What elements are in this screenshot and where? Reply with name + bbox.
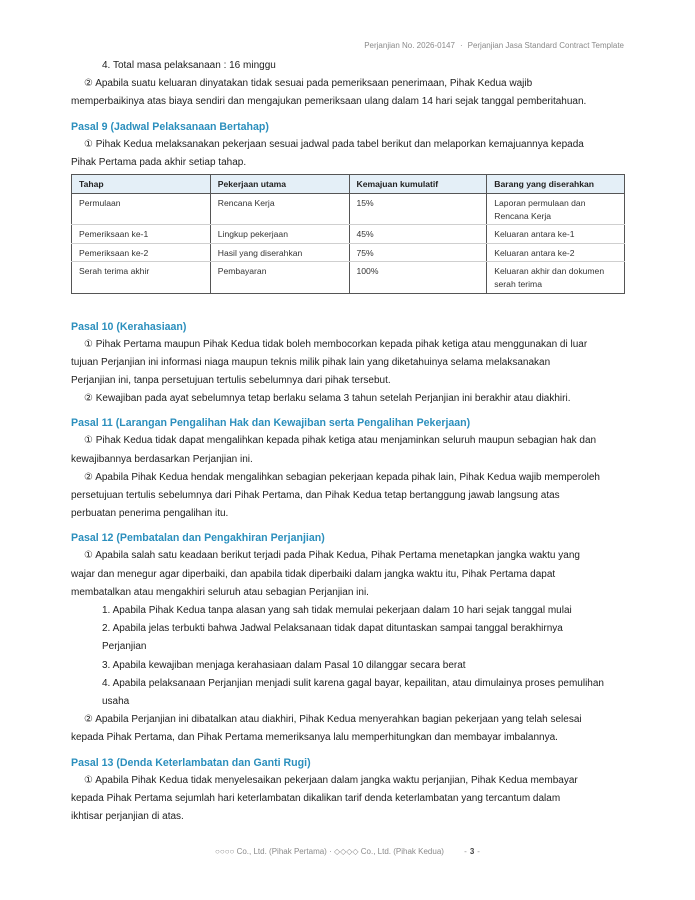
table-cell: Laporan permulaan dan Rencana Kerja [487, 194, 625, 225]
table-cell: Keluaran antara ke-1 [487, 225, 625, 244]
paragraph: ① Pihak Kedua tidak dapat mengalihkan kepada pihak ketiga atau menjaminkan seluruh maupun sebagian hak dan [84, 435, 597, 447]
paragraph: ① Pihak Kedua melaksanakan pekerjaan sesuai jadwal pada tabel berikut dan melaporkan kemajuannya kepada [84, 138, 584, 150]
paragraph: ② Apabila Pihak Kedua hendak mengalihkan sebagian pekerjaan kepada pihak lain, Pihak Kedua wajib memperoleh [84, 471, 600, 483]
list-item: 2. Apabila jelas terbukti bahwa Jadwal Pelaksanaan tidak dapat dituntaskan sampai tanggal berakhirnya [102, 623, 563, 635]
list-item: 4. Apabila pelaksanaan Perjanjian menjadi sulit karena gagal bayar, kepailitan, atau dimulainya proses pemulihan [102, 677, 604, 689]
column-header: Barang yang diserahkan [487, 175, 625, 194]
page-number: 3 [469, 847, 475, 856]
column-header: Kemajuan kumulatif [349, 175, 487, 194]
list-item: 1. Apabila Pihak Kedua tanpa alasan yang sah tidak memulai pekerjaan dalam 10 hari sejak tanggal mulai [102, 605, 572, 617]
table-cell: Pemeriksaan ke-2 [72, 243, 211, 262]
table-row [72, 262, 625, 293]
column-header: Pekerjaan utama [210, 175, 349, 194]
table-cell: Permulaan [72, 194, 211, 225]
table-cell: Pembayaran [210, 262, 349, 293]
paragraph-continuation: wajar dan menegur agar diperbaiki, dan apabila tidak diperbaiki dalam jangka waktu itu, Pihak Pertama dapat [71, 568, 556, 580]
column-header: Tahap [72, 175, 211, 194]
paragraph: ① Apabila salah satu keadaan berikut terjadi pada Pihak Kedua, Pihak Pertama menetapkan jangka waktu yang [84, 550, 580, 562]
table-row [72, 194, 625, 225]
section-heading: Pasal 10 (Kerahasiaan) [71, 320, 187, 333]
page-dash: - [477, 847, 480, 856]
footer-parties: ○○○○ Co., Ltd. (Pihak Pertama) · ◇◇◇◇ Co., Ltd. (Pihak Kedua) [215, 847, 444, 856]
document-body [71, 57, 625, 826]
list-item: 4. Total masa pelaksanaan : 16 minggu [102, 60, 276, 71]
page-header [364, 41, 624, 50]
paragraph-continuation: persetujuan tertulis sebelumnya dari Pihak Pertama, dan Pihak Kedua tetap bertanggung jawab langsung atas [71, 490, 560, 501]
section-heading: Pasal 12 (Pembatalan dan Pengakhiran Perjanjian) [71, 532, 325, 545]
list-item: 3. Apabila kewajiban menjaga kerahasiaan dalam Pasal 10 dilanggar secara berat [102, 659, 466, 671]
table-cell: Pemeriksaan ke-1 [72, 225, 211, 244]
paragraph-continuation: perbuatan penerima pengalihan itu. [71, 508, 229, 520]
header-separator: · [459, 41, 463, 50]
table-header-row [72, 175, 625, 194]
paragraph-continuation: ikhtisar perjanjian di atas. [71, 811, 184, 823]
section-heading: Pasal 9 (Jadwal Pelaksanaan Bertahap) [71, 120, 269, 133]
page-footer [0, 847, 695, 856]
schedule-table [71, 174, 625, 294]
paragraph-continuation: kepada Pihak Pertama sejumlah hari keterlambatan dikalikan tarif denda keterlambatan yang tercantum dalam [71, 792, 561, 804]
table-row [72, 243, 625, 262]
section-heading: Pasal 13 (Denda Keterlambatan dan Ganti Rugi) [71, 756, 311, 769]
section-heading: Pasal 11 (Larangan Pengalihan Hak dan Kewajiban serta Pengalihan Pekerjaan) [71, 417, 471, 430]
document-title: Perjanjian Jasa Standard Contract Template [467, 41, 624, 50]
table-cell: Hasil yang diserahkan [210, 243, 349, 262]
table-cell: 75% [349, 243, 487, 262]
page-number-indicator [464, 847, 480, 856]
table-cell: Keluaran antara ke-2 [487, 243, 625, 262]
paragraph-continuation: membatalkan atau mengakhiri seluruh atau sebagian Perjanjian ini. [71, 586, 369, 598]
paragraph: ① Pihak Pertama maupun Pihak Kedua tidak boleh membocorkan kepada pihak ketiga atau menggunakan di luar [84, 338, 588, 350]
table-row [72, 225, 625, 244]
table-cell: Rencana Kerja [210, 194, 349, 225]
paragraph-continuation: kewajibannya berdasarkan Perjanjian ini. [71, 453, 253, 465]
list-item-continuation: Perjanjian [102, 641, 147, 653]
table-cell: Keluaran akhir dan dokumen serah terima [487, 262, 625, 293]
paragraph: ② Apabila suatu keluaran dinyatakan tidak sesuai pada pemeriksaan penerimaan, Pihak Kedua wajib [84, 78, 533, 90]
paragraph-continuation: kepada Pihak Pertama, dan Pihak Pertama memeriksanya lalu memperhitungkan dan membayar imbalannya. [71, 732, 558, 744]
paragraph-continuation: Perjanjian ini, tanpa persetujuan tertulis sebelumnya dari pihak tersebut. [71, 374, 391, 386]
paragraph: ② Apabila Perjanjian ini dibatalkan atau diakhiri, Pihak Kedua menyerahkan bagian pekerjaan yang telah selesai [84, 714, 582, 726]
page-dash: - [464, 847, 467, 856]
paragraph-continuation: Pihak Pertama pada akhir setiap tahap. [71, 156, 247, 168]
paragraph: ① Apabila Pihak Kedua tidak menyelesaikan pekerjaan dalam jangka waktu perjanjian, Pihak Kedua membayar [84, 774, 578, 786]
paragraph-continuation: memperbaikinya atas biaya sendiri dan mengajukan pemeriksaan ulang dalam 14 hari sejak tanggal pemberitahuan. [71, 96, 587, 108]
table-cell: 45% [349, 225, 487, 244]
table-cell: Serah terima akhir [72, 262, 211, 293]
document-number: Perjanjian No. 2026-0147 [364, 41, 455, 50]
table-cell: 15% [349, 194, 487, 225]
paragraph: ② Kewajiban pada ayat sebelumnya tetap berlaku selama 3 tahun setelah Perjanjian ini berakhir atau diakhiri. [84, 393, 571, 405]
paragraph-continuation: tujuan Perjanjian ini informasi niaga maupun teknis milik pihak lain yang diketahuinya selama melaksanakan [71, 356, 551, 368]
table-cell: Lingkup pekerjaan [210, 225, 349, 244]
table-cell: 100% [349, 262, 487, 293]
list-item-continuation: usaha [102, 696, 130, 708]
